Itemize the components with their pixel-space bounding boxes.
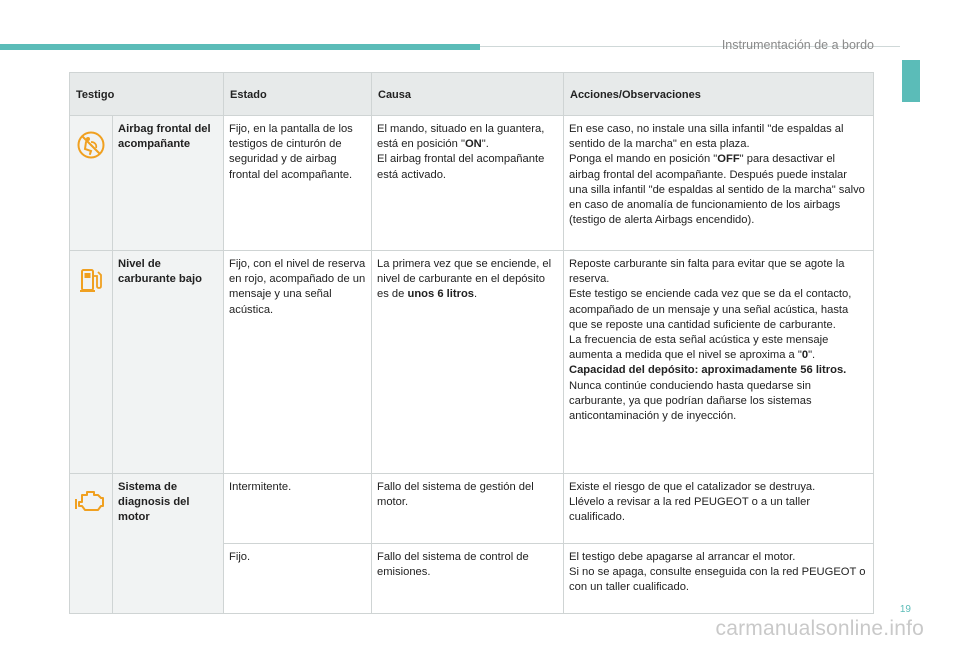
testigo-name: Airbag frontal del acompañante	[113, 116, 224, 251]
col-header-testigo: Testigo	[70, 73, 224, 116]
estado-cell: Intermitente.	[224, 474, 372, 544]
icon-cell	[70, 116, 113, 251]
fuel-pump-icon	[76, 265, 106, 300]
table-row	[70, 116, 874, 251]
estado-cell: Fijo.	[224, 544, 372, 614]
estado-cell: Fijo, en la pantalla de los testigos de cinturón de seguridad y de airbag frontal del acompañante.	[224, 116, 372, 251]
col-header-causa: Causa	[372, 73, 564, 116]
causa-cell: Fallo del sistema de control de emisiones.	[372, 544, 564, 614]
estado-cell: Fijo, con el nivel de reserva en rojo, acompañado de un mensaje y una señal acústica.	[224, 251, 372, 474]
acciones-cell: En ese caso, no instale una silla infantil "de espaldas al sentido de la marcha" en esta plaza. Ponga el mando en posición "OFF" para desactivar el airbag frontal del acompañante. Después puede instalar una silla infantil "de espaldas al sentido de la marcha" salvo en caso de anomalía de funcionamiento de los airbags (testigo de alerta Airbags encendido).	[564, 116, 874, 251]
acciones-cell: Reposte carburante sin falta para evitar que se agote la reserva. Este testigo se enciende cada vez que se da el contacto, acompañado de un mensaje y una señal acústica, hasta que se reposte una cantidad suficiente de carburante. La frecuencia de esta señal acústica y este mensaje aumenta a medida que el nivel se aproxima a "0". Capacidad del depósito: aproximadamente 56 litros. Nunca continúe conduciendo hasta quedarse sin carburante, ya que podrían dañarse los sistemas anticontaminación y de inyección.	[564, 251, 874, 474]
table-row	[70, 251, 874, 474]
acciones-cell: El testigo debe apagarse al arrancar el motor. Si no se apaga, consulte enseguida con la red PEUGEOT o con un taller cualificado.	[564, 544, 874, 614]
section-title: Instrumentación de a bordo	[721, 38, 874, 52]
chapter-tab	[902, 60, 920, 102]
engine-check-icon	[75, 488, 107, 519]
table-header-row	[70, 73, 874, 116]
causa-cell: La primera vez que se enciende, el nivel de carburante en el depósito es de unos 6 litros.	[372, 251, 564, 474]
icon-cell	[70, 474, 113, 614]
causa-cell: Fallo del sistema de gestión del motor.	[372, 474, 564, 544]
col-header-acciones: Acciones/Observaciones	[564, 73, 874, 116]
header-accent-bar	[0, 44, 480, 50]
col-header-estado: Estado	[224, 73, 372, 116]
table-row	[70, 474, 874, 544]
page-number: 19	[899, 604, 911, 615]
icon-cell	[70, 251, 113, 474]
airbag-off-icon	[76, 130, 106, 165]
watermark: carmanualsonline.info	[715, 617, 924, 640]
testigo-name: Sistema de diagnosis del motor	[113, 474, 224, 614]
acciones-cell: Existe el riesgo de que el catalizador se destruya. Llévelo a revisar a la red PEUGEOT o a un taller cualificado.	[564, 474, 874, 544]
testigo-name: Nivel de carburante bajo	[113, 251, 224, 474]
warning-lights-table	[69, 72, 874, 614]
causa-cell: El mando, situado en la guantera, está en posición "ON". El airbag frontal del acompañante está activado.	[372, 116, 564, 251]
